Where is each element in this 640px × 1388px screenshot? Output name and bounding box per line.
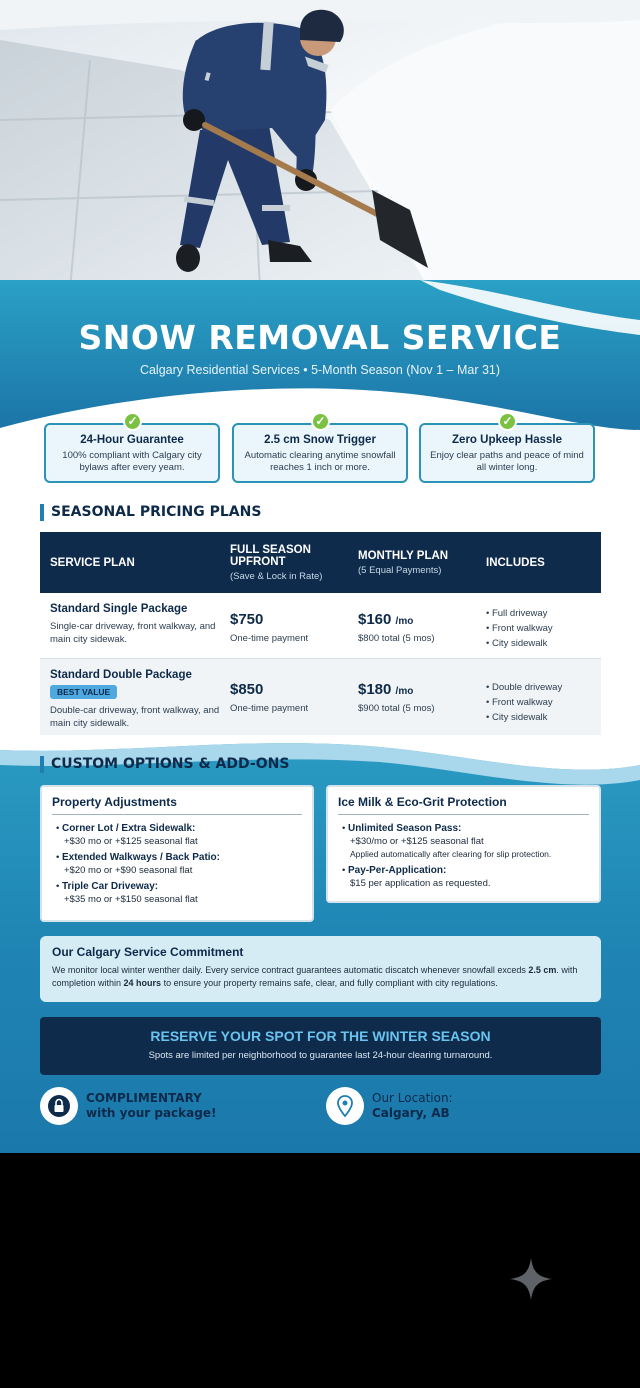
include-item: • City sidewalk <box>486 638 548 649</box>
monthly-unit: /mo <box>395 616 414 627</box>
list-item: • Corner Lot / Extra Sidewalk: +$30 mo or +$125 seasonal flat <box>56 822 302 848</box>
monthly-amount: $180 <box>358 681 392 698</box>
monthly-amount: $160 <box>358 611 392 628</box>
location-value: Calgary, AB <box>372 1106 450 1120</box>
upfront-price: $750 <box>230 611 264 628</box>
reserve-banner[interactable] <box>40 1017 601 1075</box>
snow-shoveling-illustration <box>0 0 640 290</box>
include-item: • Front walkway <box>486 697 553 708</box>
option-value: $15 per application as requested. <box>350 878 491 889</box>
list-item: • Triple Car Driveway: +$35 mo or +$150 seasonal flat <box>56 880 302 906</box>
option-name: Pay-Per-Application: <box>347 865 447 876</box>
location-badge <box>326 1086 453 1126</box>
col-header-upfront-label: FULL SEASON UPFRONT <box>230 543 311 568</box>
option-value: +$30/mo or +$125 seasonal flat <box>350 836 484 847</box>
option-name: Corner Lot / Extra Sidewalk: <box>61 823 196 834</box>
include-item: • Double driveway <box>486 682 563 693</box>
property-card-title: Property Adjustments <box>52 795 302 815</box>
service-commitment-box <box>40 936 601 1002</box>
complimentary-badge <box>40 1086 216 1126</box>
include-item: • Full driveway <box>486 608 548 619</box>
commitment-text-c: . with completion within <box>52 965 578 988</box>
monthly-note: $900 total (5 mos) <box>358 703 435 714</box>
monthly-price <box>358 611 486 628</box>
include-item: • Front walkway <box>486 623 553 634</box>
complimentary-text <box>86 1091 216 1121</box>
commitment-title: Our Calgary Service Commitment <box>52 945 244 959</box>
plan-name: Standard Double Package <box>50 669 192 681</box>
feature-card-guarantee <box>44 414 220 483</box>
feature-card-trigger <box>232 414 408 483</box>
col-header-monthly-label: MONTHLY PLAN <box>358 549 449 562</box>
upfront-note: One-time payment <box>230 703 309 714</box>
feature-title: 2.5 cm Snow Trigger <box>264 434 376 446</box>
upfront-price: $850 <box>230 681 264 698</box>
monthly-unit: /mo <box>395 686 414 697</box>
plan-desc: Double-car driveway, front walkway, and main city sidewalk. <box>50 705 220 729</box>
include-item: • City sidewalk <box>486 712 548 723</box>
commitment-time: 24 hours <box>123 978 162 988</box>
option-name: Triple Car Driveway: <box>61 881 159 892</box>
upfront-note: One-time payment <box>230 633 309 644</box>
ice-protection-card <box>326 785 601 903</box>
col-header-includes: INCLUDES <box>486 556 545 569</box>
option-value: +$20 mo or +$90 seasonal flat <box>64 865 193 876</box>
monthly-price <box>358 681 486 698</box>
reserve-subtitle: Spots are limited per neighborhood to guarantee last 24-hour clearing turnaround. <box>148 1050 493 1061</box>
property-adjustments-card <box>40 785 314 922</box>
list-item: • Pay-Per-Application: $15 per application as requested. <box>342 864 589 890</box>
plan-desc: Single-car driveway, front walkway, and main city sidewak. <box>50 621 216 645</box>
page-subtitle: Calgary Residential Services • 5-Month Season (Nov 1 – Mar 31) <box>139 363 501 377</box>
location-pin-icon <box>326 1087 364 1125</box>
option-note: Applied automatically after clearing for slip protection. <box>350 849 552 859</box>
list-item: • Extended Walkways / Back Patio: +$20 mo or +$90 seasonal flat <box>56 851 302 877</box>
ice-card-title: Ice Milk & Eco-Grit Protection <box>338 795 589 815</box>
sparkle-icon <box>508 1256 554 1302</box>
best-value-badge: BEST VALUE <box>50 685 117 699</box>
complimentary-line1: COMPLIMENTARY <box>86 1091 202 1105</box>
pricing-heading: SEASONAL PRICING PLANS <box>40 504 261 521</box>
lock-icon <box>40 1087 78 1125</box>
list-item: • Unlimited Season Pass: +$30/mo or +$125 seasonal flat Applied automatically after clearing for slip protection. <box>342 822 589 861</box>
col-header-upfront <box>230 532 358 593</box>
col-header-monthly-note: (5 Equal Payments) <box>358 564 442 576</box>
monthly-note: $800 total (5 mos) <box>358 633 435 644</box>
feature-card-upkeep <box>419 414 595 483</box>
feature-desc: 100% compliant with Calgary city bylaws after every yeam. <box>62 450 202 473</box>
reserve-title: RESERVE YOUR SPOT FOR THE WINTER SEASON <box>150 1028 491 1044</box>
feature-title: 24-Hour Guarantee <box>80 434 184 446</box>
col-header-monthly <box>358 532 486 593</box>
pricing-table <box>40 532 601 741</box>
feature-title: Zero Upkeep Hassle <box>452 434 562 446</box>
commitment-text-a: We monitor local winter wenther daily. Every service contract guarantees automatic discatch whenever snowfall exceds <box>52 965 529 975</box>
commitment-snow-threshold: 2.5 cm <box>528 965 557 975</box>
option-value: +$35 mo or +$150 seasonal flat <box>64 894 198 905</box>
feature-desc: Automatic clearing anytime snowfall reaches 1 inch or more. <box>244 450 396 473</box>
option-name: Unlimited Season Pass: <box>347 823 462 834</box>
table-row-single <box>40 593 601 659</box>
check-icon: ✓ <box>311 412 330 431</box>
col-header-upfront-note: (Save & Lock in Rate) <box>230 570 323 582</box>
location-text <box>372 1091 453 1121</box>
commitment-text <box>52 964 589 990</box>
hero-photo <box>0 0 640 290</box>
check-icon: ✓ <box>123 412 142 431</box>
commitment-text-e: to ensure your property remains safe, clear, and fully compliant with city regulations. <box>161 978 498 988</box>
addons-heading: CUSTOM OPTIONS & ADD-ONS <box>40 756 289 773</box>
page-title: SNOW REMOVAL SERVICE <box>78 318 562 357</box>
location-label: Our Location: <box>372 1091 453 1105</box>
table-row-double <box>40 659 601 741</box>
check-icon: ✓ <box>498 412 517 431</box>
pricing-table-header <box>40 532 601 593</box>
complimentary-line2: with your package! <box>86 1106 217 1120</box>
col-header-plan: SERVICE PLAN <box>50 556 135 569</box>
feature-desc: Enjoy clear paths and peace of mind all winter long. <box>430 450 584 473</box>
option-name: Extended Walkways / Back Patio: <box>61 852 220 863</box>
option-value: +$30 mo or +$125 seasonal flat <box>64 836 198 847</box>
plan-name: Standard Single Package <box>50 603 188 615</box>
